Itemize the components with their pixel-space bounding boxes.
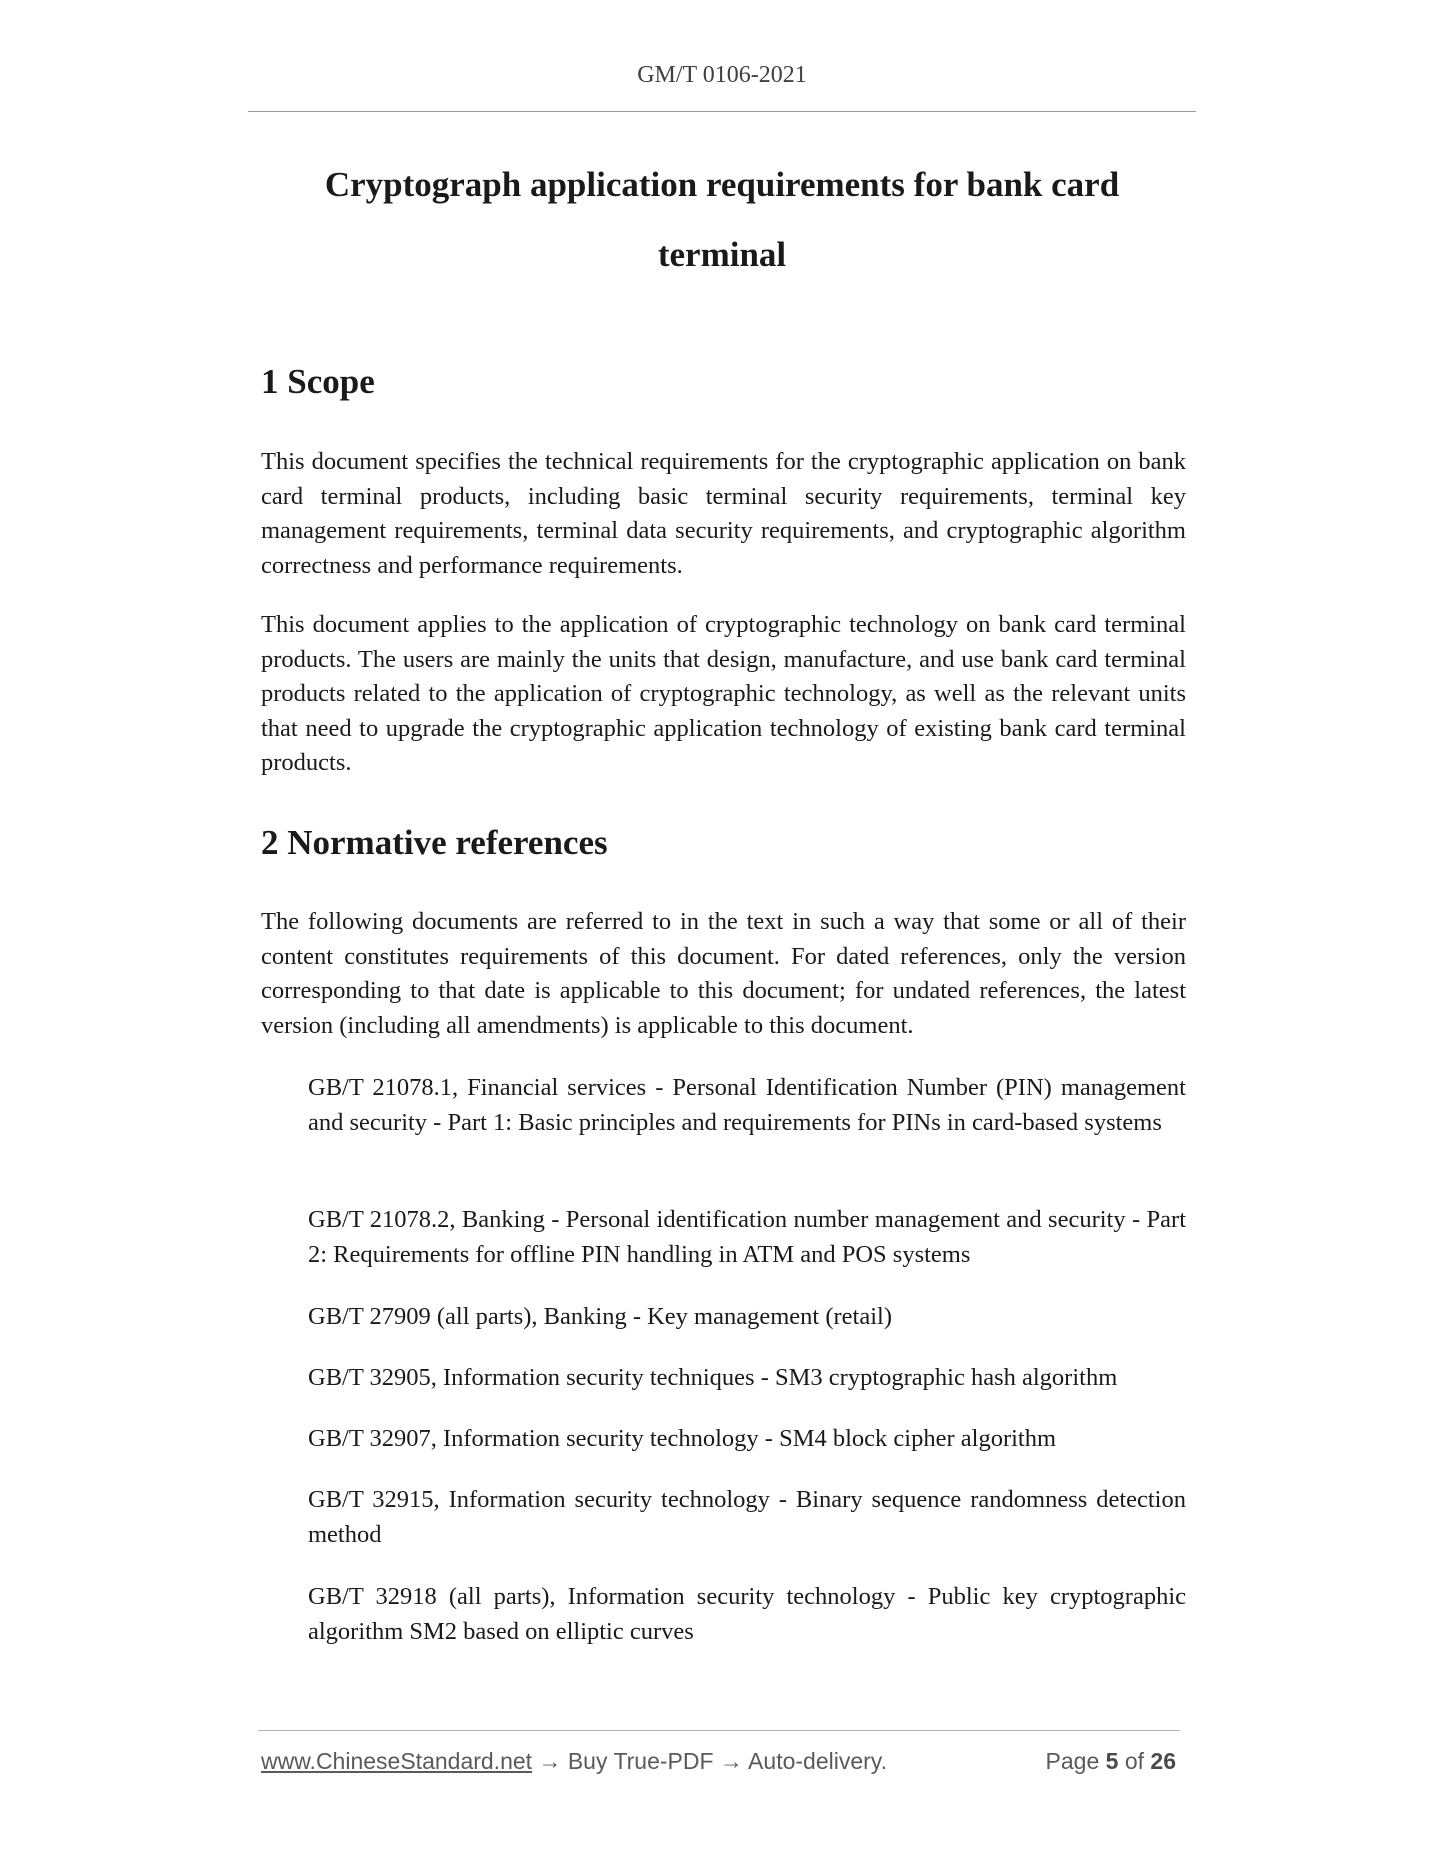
reference-item: GB/T 32907, Information security technology - SM4 block cipher algorithm xyxy=(308,1425,1057,1452)
reference-item: GB/T 32918 (all parts), Information security technology - Public key cryptographic algorithm SM2 based on elliptic curves xyxy=(308,1583,1186,1645)
website-link[interactable]: www.ChineseStandard.net xyxy=(261,1748,533,1774)
title-line-1: Cryptograph application requirements for bank card xyxy=(324,165,1120,204)
footer-divider xyxy=(258,1730,1180,1731)
normative-intro-paragraph: The following documents are referred to in the text in such a way that some or all of their content constitutes requirements of this document. For dated references, only the version corresponding to that date is applicable to this document; for undated references, the latest version (including all amendments) is applicable to this document. xyxy=(261,908,1186,1039)
page-label: Page xyxy=(1045,1748,1100,1774)
reference-item: GB/T 21078.2, Banking - Personal identification number management and security - Part 2: Requirements for offline PIN handling in ATM and POS systems xyxy=(308,1206,1186,1268)
running-header: GM/T 0106-2021 xyxy=(637,62,807,88)
page-total: 26 xyxy=(1150,1748,1176,1774)
header-divider xyxy=(248,111,1196,112)
page-of-label: of xyxy=(1124,1748,1145,1774)
document-title xyxy=(248,150,1196,290)
title-line-2: terminal xyxy=(657,235,787,274)
footer-promo xyxy=(261,1748,887,1775)
section-heading-scope: 1 Scope xyxy=(261,362,375,401)
reference-item: GB/T 21078.1, Financial services - Personal Identification Number (PIN) management and security - Part 1: Basic principles and requirements for PINs in card-based systems xyxy=(308,1074,1186,1136)
footer-tagline: → Buy True-PDF → Auto-delivery. xyxy=(532,1748,887,1774)
page-footer xyxy=(261,1748,1180,1782)
page-current: 5 xyxy=(1105,1748,1119,1774)
page-counter xyxy=(1046,1748,1176,1775)
scope-paragraph-2: This document applies to the application of cryptographic technology on bank card terminal products. The users are mainly the units that design, manufacture, and use bank card terminal products related to the application of cryptographic technology, as well as the relevant units that need to upgrade the cryptographic application technology of existing bank card terminal products. xyxy=(261,611,1186,777)
reference-item: GB/T 32915, Information security technology - Binary sequence randomness detection method xyxy=(308,1486,1186,1548)
reference-item: GB/T 32905, Information security techniques - SM3 cryptographic hash algorithm xyxy=(308,1364,1118,1391)
reference-item: GB/T 27909 (all parts), Banking - Key management (retail) xyxy=(308,1303,892,1330)
scope-paragraph-1: This document specifies the technical requirements for the cryptographic application on bank card terminal products, including basic terminal security requirements, terminal key management requirements, terminal data security requirements, and cryptographic algorithm correctness and performance requirements. xyxy=(261,448,1186,579)
section-heading-normative-references: 2 Normative references xyxy=(261,823,608,862)
